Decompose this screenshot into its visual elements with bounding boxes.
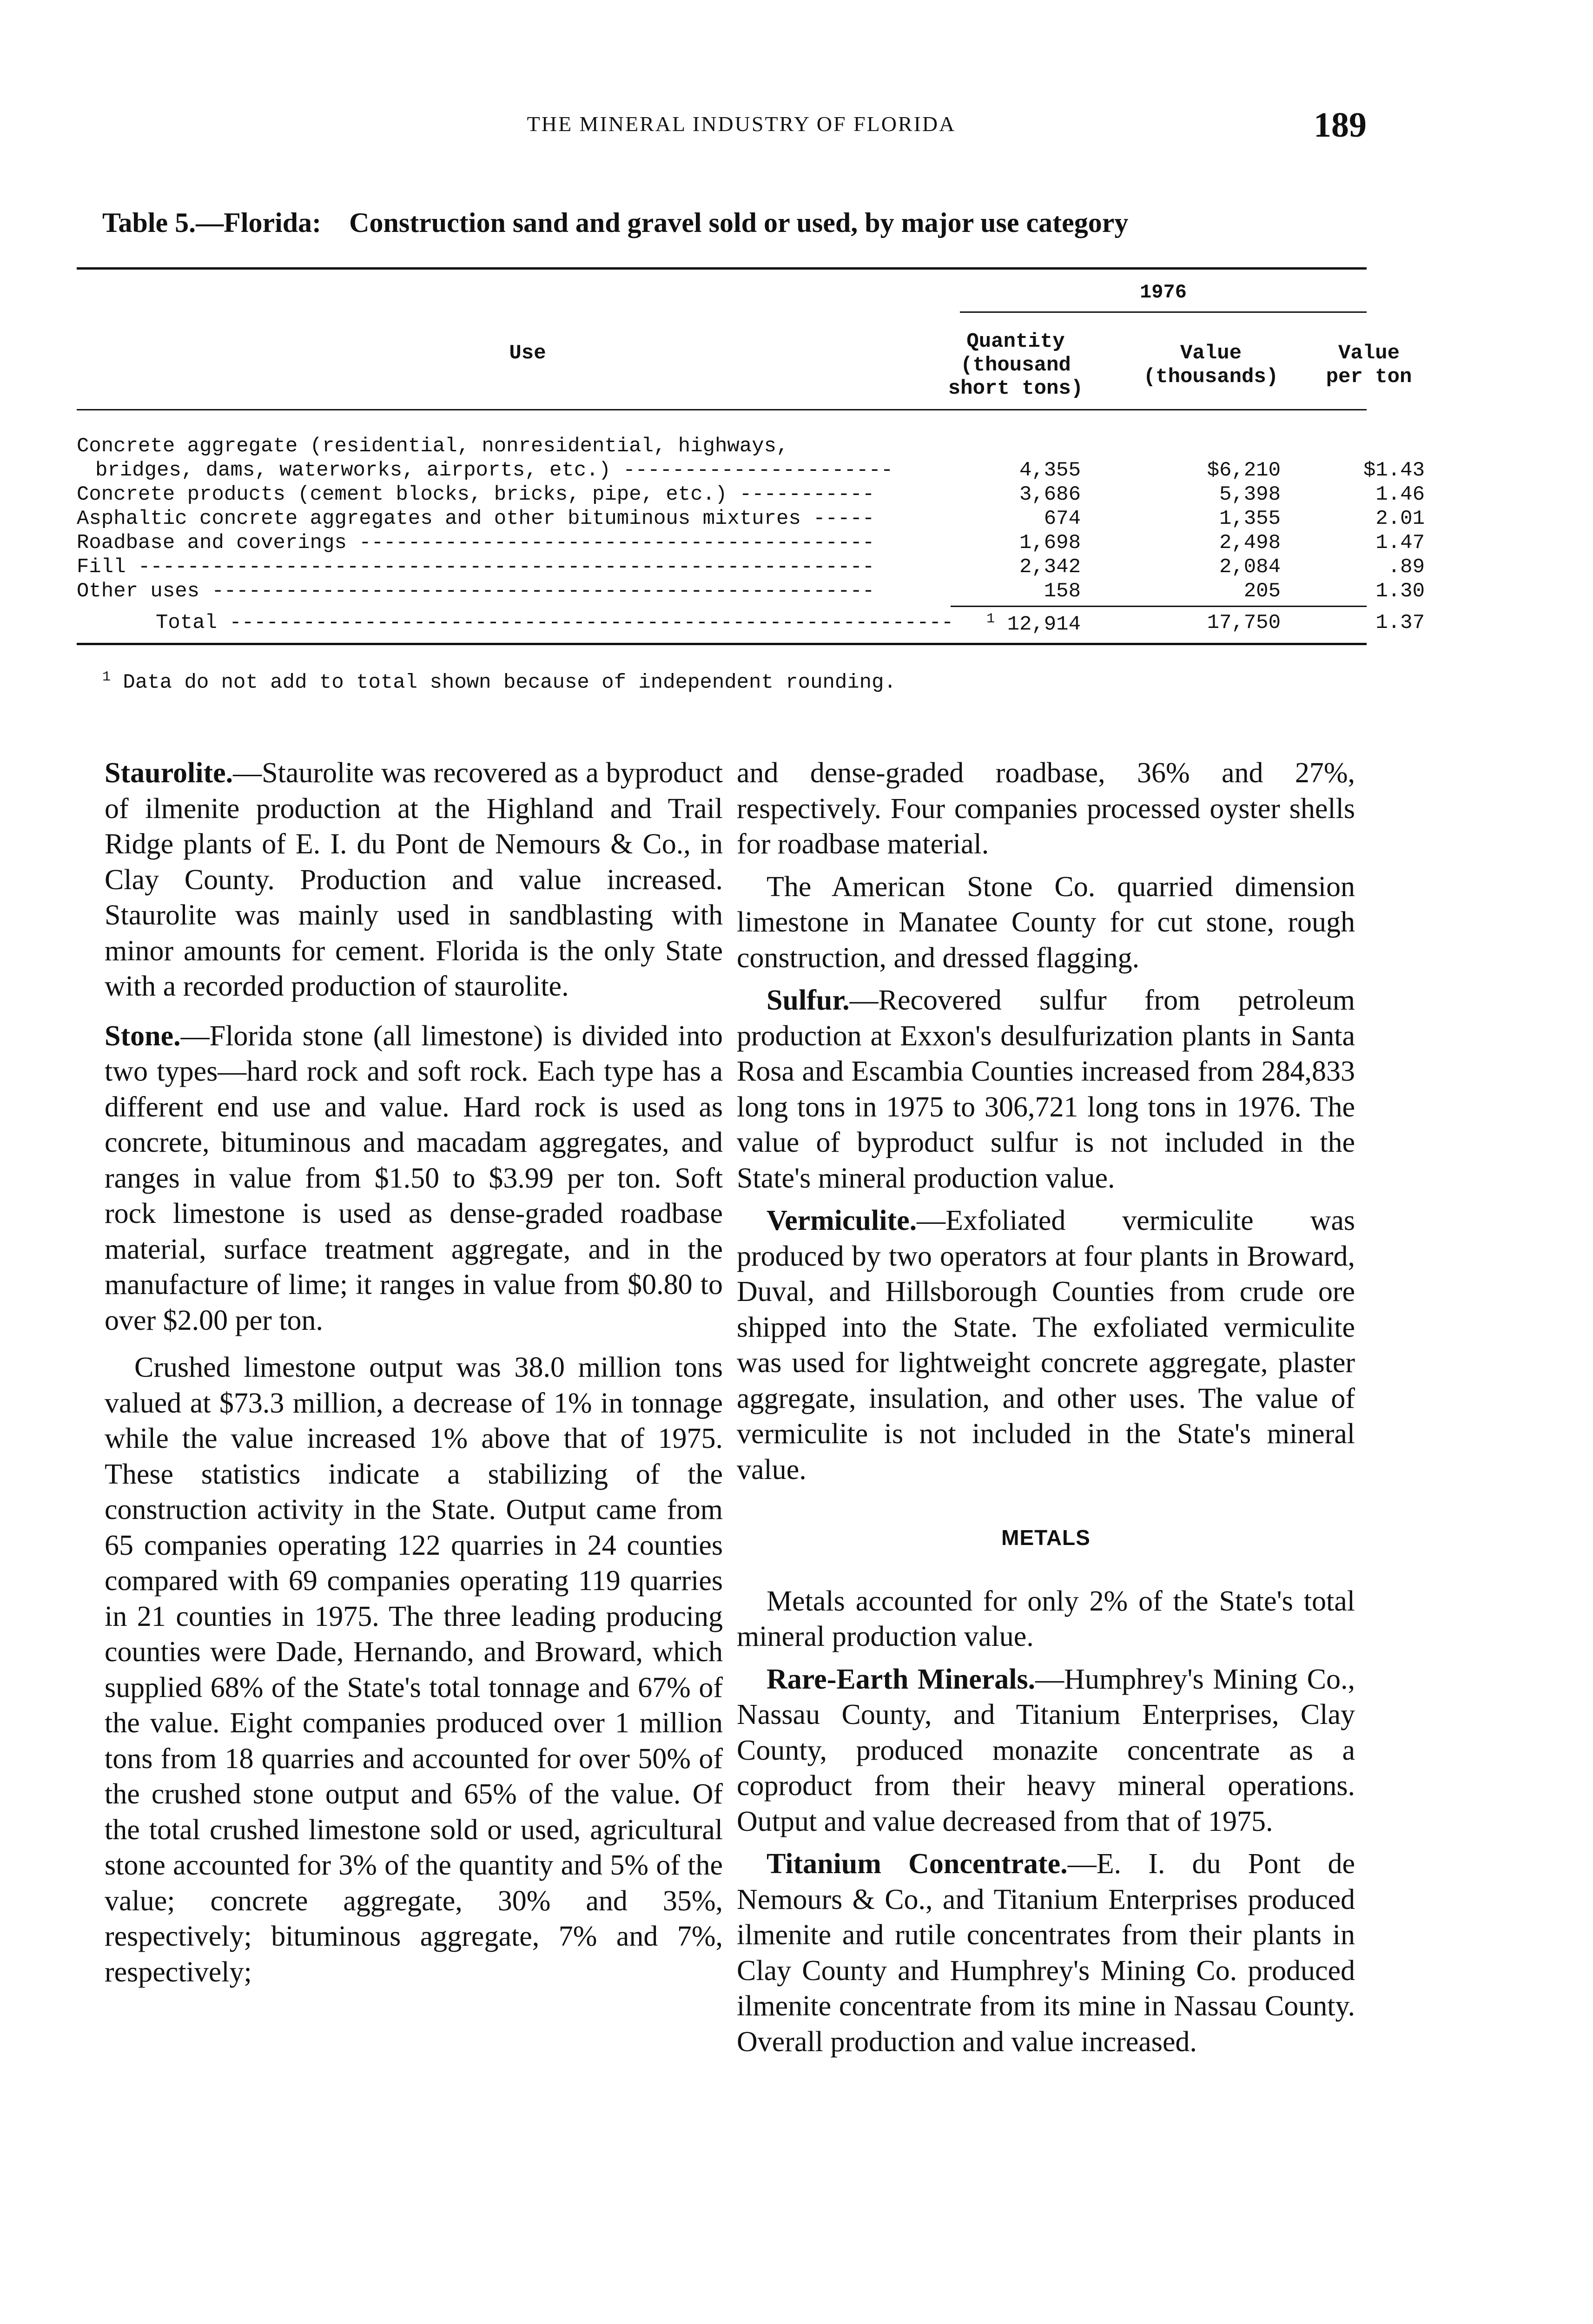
quantity-cell: 674 [1044,507,1081,530]
body-sulfur: —Recovered sulfur from petroleum production at Exxon's desulfurization plants in Santa Rosa and Escambia Counties increased from 284,833 long tons in 1975 to 306,721 long tons in 1976. The value of byproduct sulfur is not included in the State's mineral production value. [737,984,1355,1194]
body-rare-earth: —Humphrey's Mining Co., Nassau County, and Titanium Enterprises, Clay County, produced monazite concentrate as a coproduct from their heavy mineral operations. Output and value decreased from that of 1975. [737,1663,1355,1837]
table-row [77,555,1425,581]
table-row [77,507,1425,533]
per-ton-cell: $1.43 [1363,459,1425,482]
section-heading-metals: METALS [1001,1525,1091,1550]
table-footnote [102,669,896,694]
value-cell: 2,084 [1219,555,1281,579]
per-ton-cell: .89 [1388,555,1425,579]
heading-staurolite: Staurolite. [105,757,233,789]
value-cell: 2,498 [1219,531,1281,555]
paragraph-staurolite [105,755,723,1004]
left-column [105,755,723,1997]
value-cell: $6,210 [1207,459,1281,482]
body-staurolite: —Staurolite was recovered as a byproduct of ilmenite production at the Highland and Trail Ridge plants of E. I. du Pont de Nemours & Co., in Clay County. Production and value increased. Staurolite was mainly used in sandblasting with minor amounts for cement. Florida is the only State with a recorded production of staurolite. [105,757,723,1002]
body-vermiculite: —Exfoliated vermiculite was produced by two operators at four plants in Broward, Duval, and Hillsborough Counties from crude ore shipped into the State. The exfoliated vermiculite was used for lightweight concrete aggregate, plaster aggregate, insulation, and other uses. The value of vermiculite is not included in the State's mineral value. [737,1205,1355,1486]
page-number: 189 [1314,106,1367,145]
table-bottom-rule [77,643,1367,645]
table-row [77,531,1425,557]
body-stone: —Florida stone (all limestone) is divided into two types—hard rock and soft rock. Each type has a different end use and value. Hard rock is used as concrete, bituminous and macadam aggregates, and ranges in value from $1.50 to $3.99 per ton. Soft rock limestone is used as dense-graded roadbase material, surface treatment aggregate, and in the manufacture of lime; it ranges in value from $0.80 to over $2.00 per ton. [105,1020,723,1336]
paragraph-vermiculite [737,1203,1355,1487]
year-rule [960,311,1367,313]
use-label-text: Asphaltic concrete aggregates and other bituminous mixtures ----- [77,507,876,530]
right-column [737,755,1355,2067]
body-titanium: —E. I. du Pont de Nemours & Co., and Titanium Enterprises produced ilmenite and rutile concentrates from their plants in Clay County and Humphrey's Mining Co. produced ilmenite concentrate from its mine in Nassau County. Overall production and value increased. [737,1848,1355,2058]
footnote-text: Data do not add to total shown because of independent rounding. [123,671,896,694]
heading-sulfur: Sulfur. [767,984,850,1016]
paragraph-rare-earth [737,1662,1355,1840]
paragraph-crushed-limestone: Crushed limestone output was 38.0 million tons valued at $73.3 million, a decrease of 1% in tonnage while the value increased 1% above that of 1975. These statistics indicate a stabilizing of the construction activity in the State. Output came from 65 companies operating 122 quarries in 24 counties compared with 69 companies operating 119 quarries in 21 counties in 1975. The three leading producing counties were Dade, Hernando, and Broward, which supplied 68% of the State's total tonnage and 67% of the value. Eight companies produced over 1 million tons from 18 quarries and accounted for over 50% of the crushed stone output and 65% of the value. Of the total crushed limestone sold or used, agricultural stone accounted for 3% of the quantity and 5% of the value; concrete aggregate, 30% and 35%, respectively; bituminous aggregate, 7% and 7%, respectively; [105,1352,723,1988]
use-label [77,580,876,603]
paragraph-roadbase-continued: and dense-graded roadbase, 36% and 27%, respectively. Four companies processed oyster shells for roadbase material. [737,757,1355,860]
paragraph-titanium [737,1846,1355,2060]
quantity-header-line: short tons) [948,377,1084,401]
per-ton-cell: 1.30 [1375,580,1425,603]
table-row [77,435,1367,460]
use-label [77,531,876,555]
use-label-text: Fill ----- [77,555,876,579]
total-value-cell: 17,750 [1207,611,1281,634]
per-ton-header-line: Value [1338,342,1400,365]
use-label [77,459,895,482]
value-header-line: Value [1180,342,1242,365]
per-ton-cell: 1.47 [1375,531,1425,555]
paragraph-stone [105,1018,723,1339]
quantity-header-line: Quantity [966,330,1065,353]
heading-vermiculite: Vermiculite. [767,1205,917,1236]
use-label-text: bridges, dams, waterworks, airports, etc.) ----- [95,459,895,482]
value-header-line: (thousands) [1143,365,1279,389]
quantity-cell: 4,355 [1019,459,1081,482]
total-quantity-cell [951,611,1081,636]
heading-stone: Stone. [105,1020,181,1052]
per-ton-cell: 2.01 [1375,507,1425,530]
use-label-text: Roadbase and coverings ----- [77,531,876,555]
table-caption-label: Table 5.—Florida: [102,207,322,238]
page-header [116,106,1367,153]
total-quantity-value: 12,914 [1007,613,1081,636]
use-label-text: Concrete products (cement blocks, bricks, pipe, etc.) ----- [77,483,876,506]
use-label [77,483,876,506]
running-head: THE MINERAL INDUSTRY OF FLORIDA [527,112,956,136]
header-bottom-rule [77,409,1367,410]
use-label: Concrete aggregate (residential, nonresidential, highways, [77,435,789,458]
per-ton-column-header [1304,342,1434,389]
paragraph-sulfur [737,983,1355,1196]
use-column-header: Use [509,342,546,365]
value-column-header [1132,342,1290,389]
paragraph-metals: Metals accounted for only 2% of the State's total mineral production value. [737,1585,1355,1652]
value-cell: 1,355 [1219,507,1281,530]
value-cell: 205 [1243,580,1281,603]
use-label [77,507,876,530]
quantity-cell: 1,698 [1019,531,1081,555]
footnote-mark: 1 [102,669,111,685]
total-per-ton-cell: 1.37 [1375,611,1425,634]
quantity-column-header [941,330,1090,401]
per-ton-cell: 1.46 [1375,483,1425,506]
table-top-rule [77,267,1367,270]
quantity-header-line: (thousand [960,353,1071,377]
year-header: 1976 [1140,281,1187,304]
quantity-cell: 2,342 [1019,555,1081,579]
total-label [77,611,955,634]
value-cell: 5,398 [1219,483,1281,506]
table-total-row [77,611,1425,637]
quantity-cell: 3,686 [1019,483,1081,506]
heading-titanium: Titanium Concentrate. [767,1848,1068,1880]
table-caption-title: Construction sand and gravel sold or used, by major use category [349,207,1129,238]
total-label-text: Total ----- [156,611,955,634]
table-caption [102,207,1385,239]
table-row [77,580,1425,605]
use-label [77,555,876,579]
paragraph-american-stone: The American Stone Co. quarried dimension limestone in Manatee County for cut stone, rough construction, and dressed flagging. [737,871,1355,974]
footnote-mark: 1 [986,611,995,627]
use-label-text: Other uses ----- [77,580,876,603]
table-row [77,483,1425,508]
quantity-cell: 158 [1044,580,1081,603]
heading-rare-earth: Rare-Earth Minerals. [767,1663,1036,1695]
table-row [77,459,1425,484]
per-ton-header-line: per ton [1326,365,1412,389]
total-rule [951,606,1367,607]
